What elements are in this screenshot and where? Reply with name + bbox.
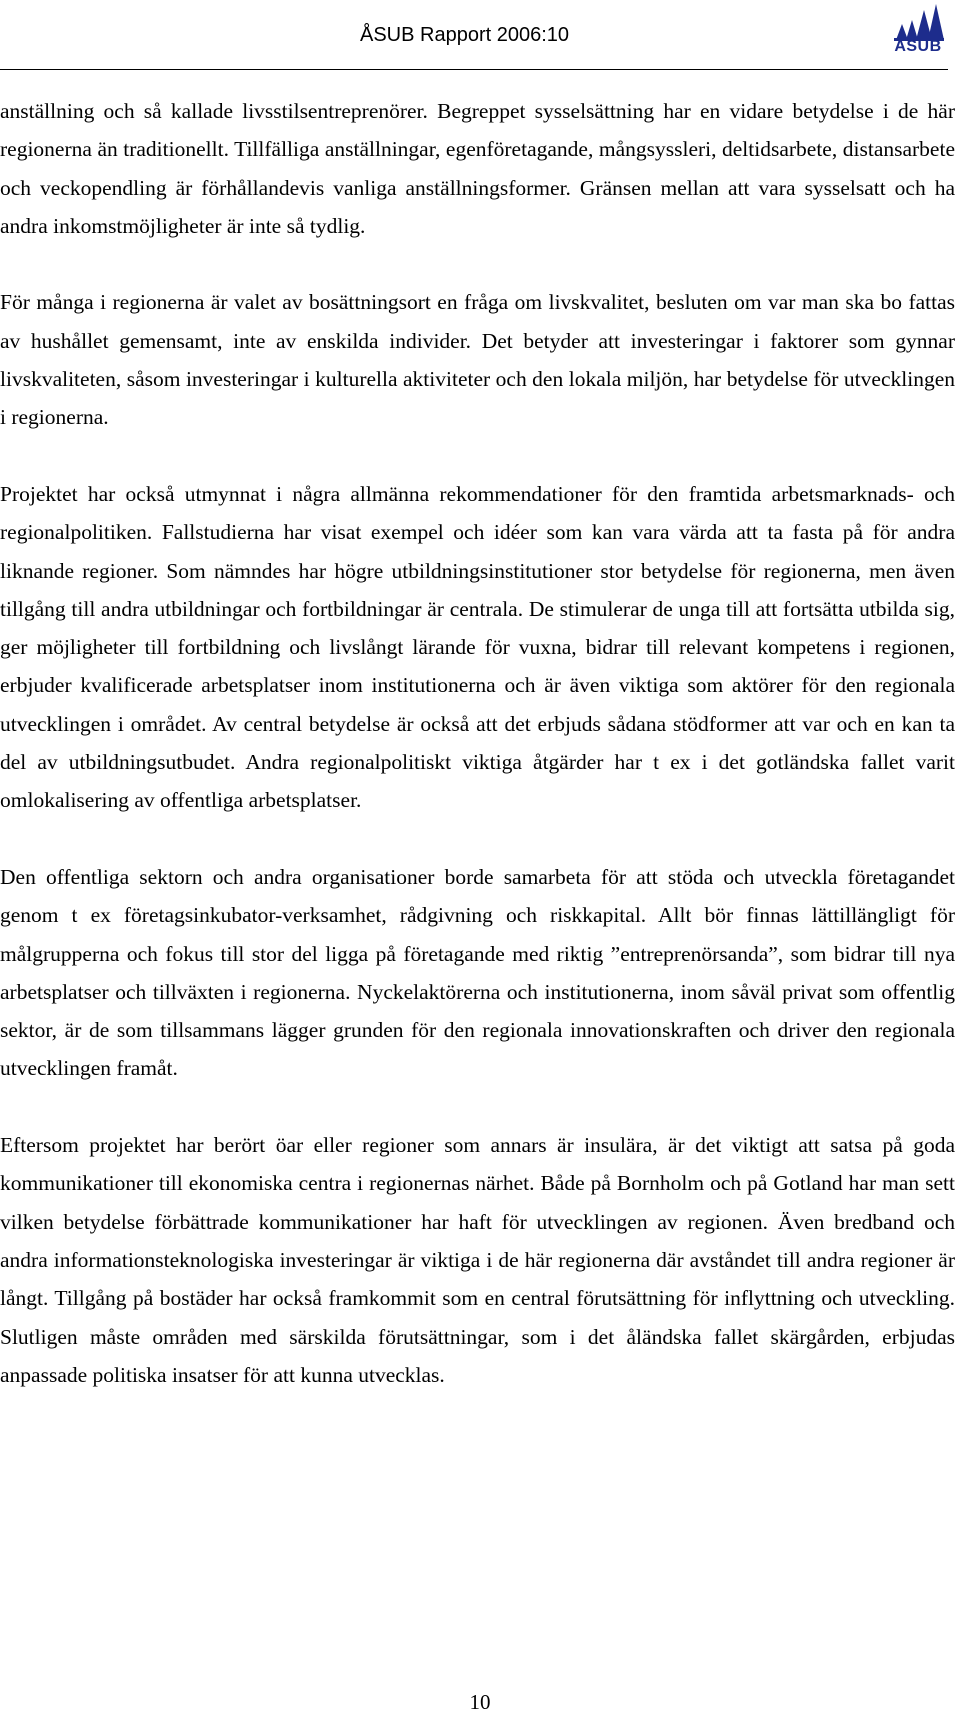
report-title: ÅSUB Rapport 2006:10 xyxy=(360,24,570,46)
asub-logo-icon xyxy=(888,2,948,42)
page-number: 10 xyxy=(469,1690,491,1714)
paragraph: anställning och så kallade livsstilsentreprenörer. Begreppet sysselsättning har en vidare betydelse i de här regionerna än traditionellt. Tillfälliga anställningar, egenföretagande, mångsyssleri, deltidsarbete, distansarbete och veckopendling är förhållandevis vanliga anställningsformer. Gränsen mellan att vara sysselsatt och ha andra inkomstmöjligheter är inte så tydlig. xyxy=(0,99,955,238)
paragraph: Projektet har också utmynnat i några allmänna rekommendationer för den framtida arbetsmarknads- och regionalpolitiken. Fallstudierna har visat exempel och idéer som kan vara värda att ta fasta på för andra liknande regioner. Som nämndes har högre utbildningsinstitutioner stor betydelse för regionerna, men även tillgång till andra utbildningar och fortbildningar är centrala. De stimulerar de unga till att fortsätta utbilda sig, ger möjligheter till fortbildning och livslångt lärande för vuxna, bidrar till relevant kompetens i regionen, erbjuder kvalificerade arbetsplatser inom institutionerna och är även viktiga som aktörer för den regionala utvecklingen i området. Av central betydelse är också att det erbjuds sådana stödformer att var och en kan ta del av utbildningsutbudet. Andra regionalpolitiskt viktiga åtgärder har t ex i det gotländska fallet varit omlokalisering av offentliga arbetsplatser. xyxy=(0,481,955,813)
body-text xyxy=(0,92,955,1432)
paragraph: Eftersom projektet har berört öar eller regioner som annars är insulära, är det viktigt att satsa på goda kommunikationer till ekonomiska centra i regionernas närhet. Både på Bornholm och på Gotland har man sett vilken betydelse förbättrade kommunikationer har haft för utvecklingen av regionen. Även bredband och andra informationsteknologiska investeringar är viktiga i de här regionerna där avståndet till andra regioner är långt. Tillgång på bostäder har också framkommit som en central förutsättning för inflyttning och utveckling. Slutligen måste områden med särskilda förutsättningar, som i det åländska fallet skärgården, erbjudas anpassade politiska insatser för att kunna utvecklas. xyxy=(0,1133,955,1387)
logo-text: ÅSUB xyxy=(894,38,942,55)
page-header xyxy=(0,0,960,70)
paragraph: Den offentliga sektorn och andra organisationer borde samarbeta för att stöda och utveckla företagandet genom t ex företagsinkubator-verksamhet, rådgivning och riskkapital. Allt bör finnas lättillängligt för målgrupperna och fokus till stor del ligga på företagande med riktig ”entreprenörsanda”, som bidrar till nya arbetsplatser och tillväxten i regionerna. Nyckelaktörerna och institutionerna, inom såväl privat som offentlig sektor, är de som tillsammans lägger grunden för den regionala innovationskraften och driver den regionala utvecklingen framåt. xyxy=(0,864,955,1081)
paragraph: För många i regionerna är valet av bosättningsort en fråga om livskvalitet, besluten om var man ska bo fattas av hushållet gemensamt, inte av enskilda individer. Det betyder att investeringar i faktorer som gynnar livskvaliteten, såsom investeringar i kulturella aktiviteter och den lokala miljön, har betydelse för utvecklingen i regionerna. xyxy=(0,290,955,430)
header-divider xyxy=(0,69,948,70)
asub-logo xyxy=(888,2,948,66)
